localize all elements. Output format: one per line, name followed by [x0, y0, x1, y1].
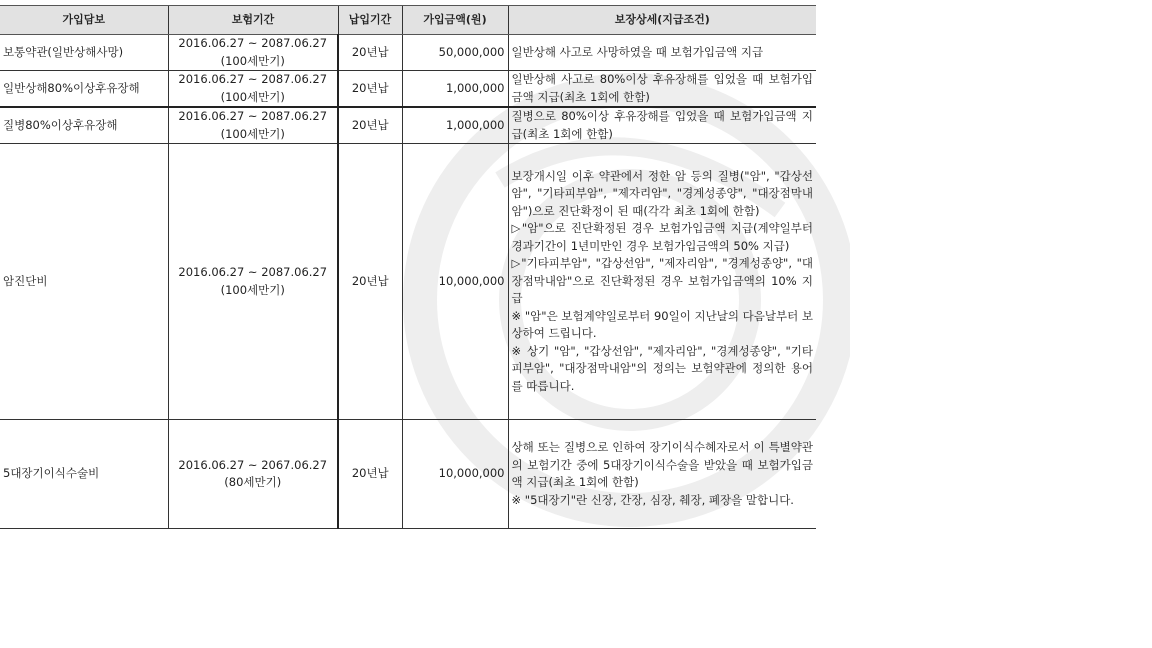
period-range: 2016.06.27 ~ 2087.06.27 [178, 109, 328, 123]
table-header-row [0, 6, 816, 35]
coverage-name: 일반상해80%이상후유장해 [0, 71, 168, 108]
period-range: 2016.06.27 ~ 2067.06.27 [178, 457, 328, 472]
detail-text: ▷"암"으로 진단확정된 경우 보험가입금액 지급(계약일부터 경과기간이 1년미만인 경우 보험가입금액의 50% 지급) [511, 221, 813, 253]
detail-text: 질병으로 80%이상 후유장해를 입었을 때 보험가입금액 지급(최초 1회에 한함) [511, 109, 813, 141]
header-payment-period: 납입기간 [338, 6, 402, 35]
insurance-period [168, 35, 338, 71]
coverage-detail [508, 71, 816, 108]
coverage-amount: 50,000,000 [402, 35, 508, 71]
coverage-name: 암진단비 [0, 144, 168, 420]
table-row [0, 71, 816, 108]
coverage-name: 5대장기이식수술비 [0, 420, 168, 529]
coverage-name: 보통약관(일반상해사망) [0, 35, 168, 71]
insurance-period [168, 71, 338, 108]
coverage-name: 질병80%이상후유장해 [0, 107, 168, 144]
header-detail: 보장상세(지급조건) [508, 6, 816, 35]
header-amount: 가입금액(원) [402, 6, 508, 35]
table-row [0, 35, 816, 71]
period-maturity: (100세만기) [220, 89, 285, 104]
period-maturity: (100세만기) [220, 53, 285, 68]
insurance-period [168, 420, 338, 529]
coverage-table [0, 5, 816, 529]
period-range: 2016.06.27 ~ 2087.06.27 [178, 72, 328, 86]
payment-period: 20년납 [338, 107, 402, 144]
detail-text: ▷"기타피부암", "갑상선암", "제자리암", "경계성종양", "대장점막내암"으로 진단확정된 경우 보험가입금액의 10% 지급 [511, 256, 813, 306]
detail-note: ※ 상기 "암", "갑상선암", "제자리암", "경계성종양", "기타피부암", "대장점막내암"의 정의는 보험약관에 정의한 용어를 따릅니다. [511, 343, 813, 393]
coverage-detail [508, 35, 816, 71]
table-row [0, 144, 816, 420]
payment-period: 20년납 [338, 35, 402, 71]
detail-note: ※ "5대장기"란 신장, 간장, 심장, 췌장, 폐장을 말합니다. [511, 492, 794, 507]
header-coverage: 가입담보 [0, 6, 168, 35]
coverage-amount: 10,000,000 [402, 420, 508, 529]
detail-text: 보장개시일 이후 약관에서 정한 암 등의 질병("암", "갑상선암", "기타피부암", "제자리암", "경계성종양", "대장점막내암")으로 진단확정이 된 때(각각 최초 1회에 한함) [511, 168, 813, 218]
table-row [0, 107, 816, 144]
period-maturity: (100세만기) [220, 282, 285, 297]
period-range: 2016.06.27 ~ 2087.06.27 [178, 265, 328, 279]
header-insurance-period: 보험기간 [168, 6, 338, 35]
coverage-amount: 10,000,000 [402, 144, 508, 420]
coverage-detail [508, 420, 816, 529]
coverage-detail [508, 107, 816, 144]
coverage-detail [508, 144, 816, 420]
detail-text: 일반상해 사고로 사망하였을 때 보험가입금액 지급 [511, 44, 764, 59]
insurance-period [168, 107, 338, 144]
period-range: 2016.06.27 ~ 2087.06.27 [178, 36, 328, 50]
coverage-amount: 1,000,000 [402, 107, 508, 144]
detail-note: ※ "암"은 보험계약일로부터 90일이 지난날의 다음날부터 보상하여 드립니다. [511, 308, 813, 341]
table-row [0, 420, 816, 529]
detail-text: 일반상해 사고로 80%이상 후유장해를 입었을 때 보험가입금액 지급(최초 1회에 한함) [511, 72, 813, 104]
payment-period: 20년납 [338, 420, 402, 529]
coverage-amount: 1,000,000 [402, 71, 508, 108]
period-maturity: (100세만기) [220, 126, 285, 141]
detail-text: 상해 또는 질병으로 인하여 장기이식수혜자로서 이 특별약관의 보험기간 중에 5대장기이식수술을 받았을 때 보험가입금액 지급(최초 1회에 한함) [511, 440, 813, 489]
period-maturity: (80세만기) [224, 475, 282, 489]
insurance-period [168, 144, 338, 420]
payment-period: 20년납 [338, 71, 402, 108]
payment-period: 20년납 [338, 144, 402, 420]
